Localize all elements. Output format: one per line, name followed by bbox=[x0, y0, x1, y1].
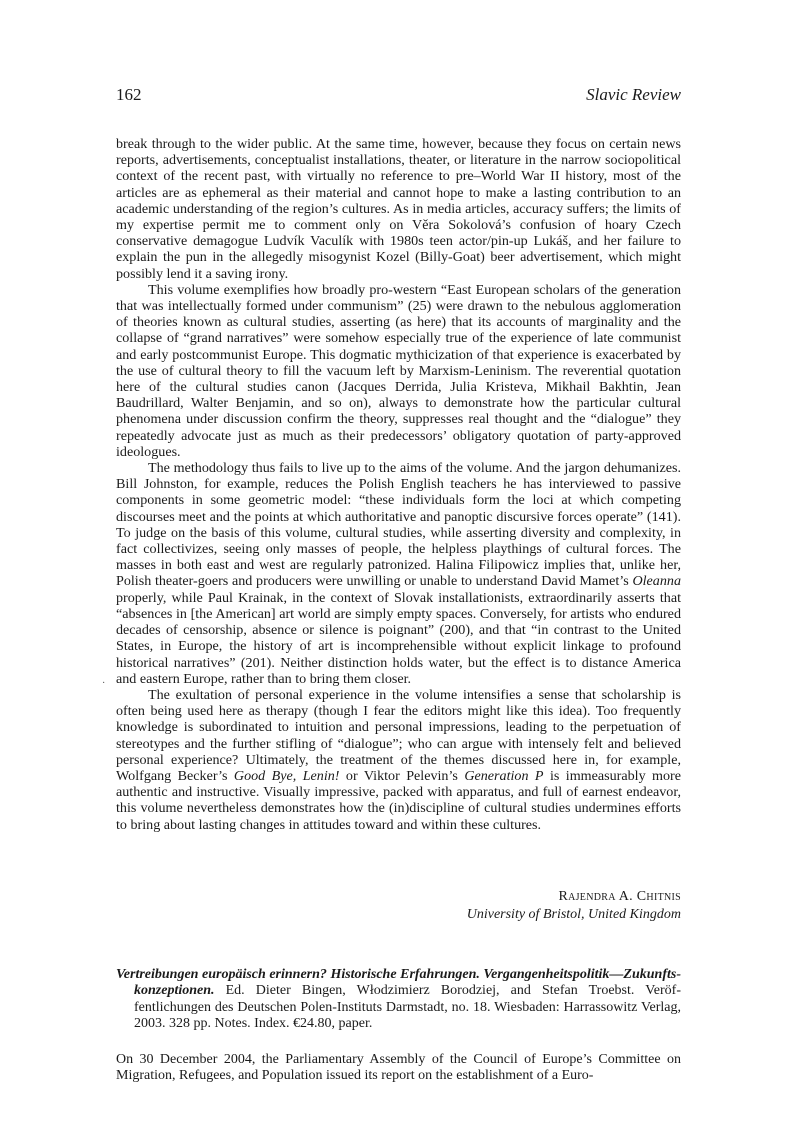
book-citation bbox=[116, 967, 681, 1033]
oleanna-title: Oleanna bbox=[632, 573, 681, 590]
paragraph-1: break through to the wider public. At the same time, however, because they focus on certain news reports, advertisements, conceptualist installations, theater, or literature in the narrow sociopolitical context of the recent past, with virtually no reference to pre–World War II history, most of the articles are as ephemeral as their material and cannot hope to make a lasting contribution to an academic understanding of the region’s cultures. As in media articles, accuracy suffers; the limits of my expertise permit me to comment only on Věra Sokolová’s confusion of hoary Czech conservative demagogue Ludvík Vaculík with 1980s teen actor/pin-up Lukáš, and her failure to explain the pun in the allegedly misogynist Kozel (Billy-Goat) beer advertisement, which might possibly lend it a saving irony. bbox=[116, 136, 681, 282]
paragraph-3-rest: properly, while Paul Krainak, in the context of Slovak installationists, extraordinarily asserts that “absences in [the American] art world are simply empty spaces. Conversely, for artists who endured decades of censorship, absence or silence is poignant” (200), and that “in contrast to the United States, in Europe, the history of art is incomprehensible without explicit linkage to profound historical narratives” (201). Neither distinction holds water, but the effect is to distance America and eastern Europe, rather than to bring them closer. bbox=[116, 589, 681, 687]
paragraph-4 bbox=[116, 687, 681, 833]
running-header bbox=[116, 85, 681, 109]
book-title-heading: Vertreibungen europäisch erinnern? Historische Erfahrungen. Vergangenheitspolitik—Zukunftskonzeptionen. bbox=[116, 967, 681, 999]
reviewer-signature bbox=[116, 888, 681, 924]
next-review bbox=[116, 967, 681, 1084]
film-title: Good Bye, Lenin! bbox=[233, 767, 340, 784]
paragraph-4-start: The exultation of personal experience in the volume intensifies a sense that scholarship is often being used here as therapy (though I fear the editors might like this idea). Too frequently knowledge is subordinated to intuition and personal impressions, leading to the perpetuation of stereotypes and the further stifling of “dialogue”; who can argue with intensely felt and believed personal experience? Ultimately, the treatment of the themes discussed here in, for example, Wolfgang Becker’s bbox=[116, 686, 681, 784]
paragraph-4-mid: or Viktor Pelevin’s bbox=[339, 767, 465, 784]
paragraph-3 bbox=[116, 460, 681, 687]
journal-title: Slavic Review bbox=[586, 85, 681, 104]
page-number: 162 bbox=[116, 85, 142, 104]
margin-dot: · bbox=[102, 678, 106, 689]
paragraph-2: This volume exemplifies how broadly pro-western “East European scholars of the generation that was intellectually formed under communism” (25) were drawn to the nebulous agglomeration of theories known as cultural studies, asserting (as here) that its accounts of marginality and the collapse of “grand narratives” were somehow especially true of the experience of late communist and early postcommunist Europe. This dogmatic mythicization of that experience is exacerbated by the use of cultural theory to fill the vacuum left by Marxism-Leninism. The reverential quotation here of the cultural studies canon (Jacques Derrida, Julia Kristeva, Mikhail Bakhtin, Jean Baudrillard, Walter Benjamin, and so on), always to demonstrate how the particular cultural phenomena under discussion confirm the theory, suppresses real thought and the “dialogue” they repeatedly advocate just as much as their predecessors’ obligatory quotation of party-approved ideologues. bbox=[116, 281, 681, 460]
paragraph-4-rest: is immeasurably more authentic and instructive. Visually impressive, packed with apparatus, and full of earnest endeavor, this volume nevertheless demonstrates how the (in)discipline of cultural studies undermines efforts to bring about lasting changes in attitudes toward and within these cultures. bbox=[116, 767, 682, 833]
reviewer-name: Rajendra A. Chitnis bbox=[558, 889, 681, 904]
book-title: Generation P bbox=[464, 767, 544, 784]
reviewer-affiliation: University of Bristol, United Kingdom bbox=[466, 907, 681, 922]
book-details: Ed. Dieter Bingen, Włodzimierz Borodziej, and Stefan Troebst. Veröffentlichungen des Deutschen Polen-Instituts Darmstadt, no. 18. Wiesbaden: Harrassowitz Verlag, 2003. 328 pp. Notes. Index. €24.80, paper. bbox=[134, 983, 681, 1032]
review-body bbox=[116, 136, 681, 833]
next-review-opening: On 30 December 2004, the Parliamentary Assembly of the Council of Europe’s Committee on Migration, Refugees, and Population issued its report on the establishment of a Euro- bbox=[116, 1051, 681, 1084]
paragraph-3-start: The methodology thus fails to live up to the aims of the volume. And the jargon dehumanizes. Bill Johnston, for example, reduces the Polish English teachers he has interviewed to passive components in some geometric model: “these individuals form the loci at which competing discourses meet and the points at which authoritative and panoptic discursive forces operate” (141). To judge on the basis of this volume, cultural studies, while asserting diversity and complexity, in fact collectivizes, seeing only masses of people, the helpless playthings of cultural forces. The masses in both east and west are regularly patronized. Halina Filipowicz implies that, unlike her, Polish theater-goers and producers were unwilling or unable to understand David Mamet’s bbox=[116, 460, 681, 590]
